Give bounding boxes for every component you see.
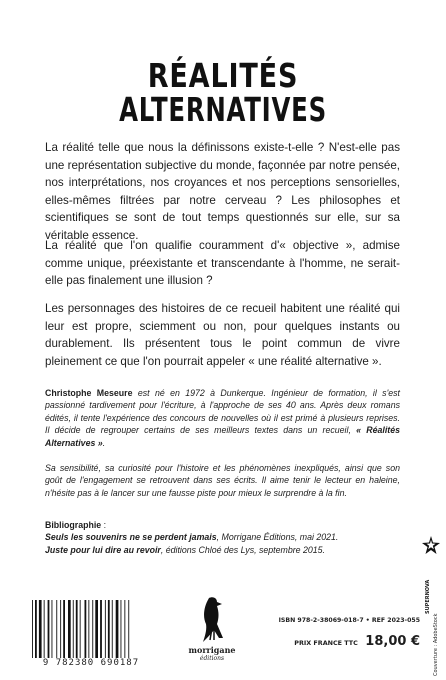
blurb-paragraph-3: Les personnages des histoires de ce recueil habitent une réalité qui leur est propre, sciemment ou non, pour quelques instants ou durablement. Ils présentent tous le point commun de vivre pleinement ce que l'on pourrait appeler « une réalité alternative ». [45,302,400,368]
bibliography-item-details: , Morrigane Éditions, mai 2021. [216,532,339,543]
bibliography-heading-suffix: : [101,520,107,530]
price-label: PRIX FRANCE TTC [294,639,358,647]
blurb-paragraph-1: La réalité telle que nous la définissons existe-t-elle ? N'est-elle pas une représentation subjective du monde, façonnée par notre pensée, nos interprétations, nos croyances et nos perceptions sensorielles, elles-mêmes filtrées par notre cerveau ? Les philosophes et scientifiques se sont de tout temps questionnés sur elle, sur sa véritable essence. [45,141,400,242]
bibliography-item [45,531,405,543]
author-bio-end: . [102,437,106,448]
author-bio [45,387,400,449]
publisher-subtitle: éditions [199,655,225,662]
crow-icon [195,594,229,646]
barcode-icon [30,600,152,658]
cover-credit: Couverture : AdobeStock [433,613,439,676]
book-title-line-1: RÉALITÉS [147,56,299,95]
price-value: 18,00 € [365,634,420,649]
author-bio-2: Sa sensibilité, sa curiosité pour l'histoire et les phénomènes inexpliqués, ainsi que son goût de l'engagement se retrouvent dans ses écrits. Il aime tenir le lecteur en haleine, n'hésite pas à le lancer sur une fausse piste pour mieux le surprendre à la fin. [45,463,400,498]
bibliography-item-details: , éditions Chloé des Lys, septembre 2015. [160,544,326,555]
supernova-star-icon [422,536,440,554]
isbn-barcode [30,600,152,672]
bibliography-heading: Bibliographie [45,520,102,530]
bibliography-item-title: Seuls les souvenirs ne se perdent jamais [45,532,217,543]
price [262,632,420,650]
bibliography-item [45,544,405,556]
author-name: Christophe Meseure [45,388,133,398]
publisher-name: morrigane [188,645,236,655]
barcode-digits: 9 782380 690187 [42,658,140,668]
isbn-ref: ISBN 978-2-38069-018-7 • REF 2023-055 [278,617,420,624]
imprint-label: SUPERNOVA [425,579,431,614]
collection-title: « Réalités Alternatives » [45,425,400,448]
book-title-line-2: ALTERNATIVES [119,90,327,129]
author-bio-text: est né en 1972 à Dunkerque. Ingénieur de formation, il s'est passionné tardivement pour l'écriture, à l'approche de ses 40 ans. Après deux romans édités, il tente l'expérience des concours de nouvelles où il est primé à plusieurs reprises. Il décide de regrouper certains de ses meilleurs textes dans un recueil, [45,388,400,436]
publisher-logo [186,594,238,674]
bibliography-item-title: Juste pour lui dire au revoir [45,544,161,555]
bibliography [45,519,405,556]
blurb-paragraph-2: La réalité que l'on qualifie couramment d'« objective », admise comme unique, préexistante et transcendante à l'homme, ne serait-elle pas finalement une illusion ? [45,239,400,288]
